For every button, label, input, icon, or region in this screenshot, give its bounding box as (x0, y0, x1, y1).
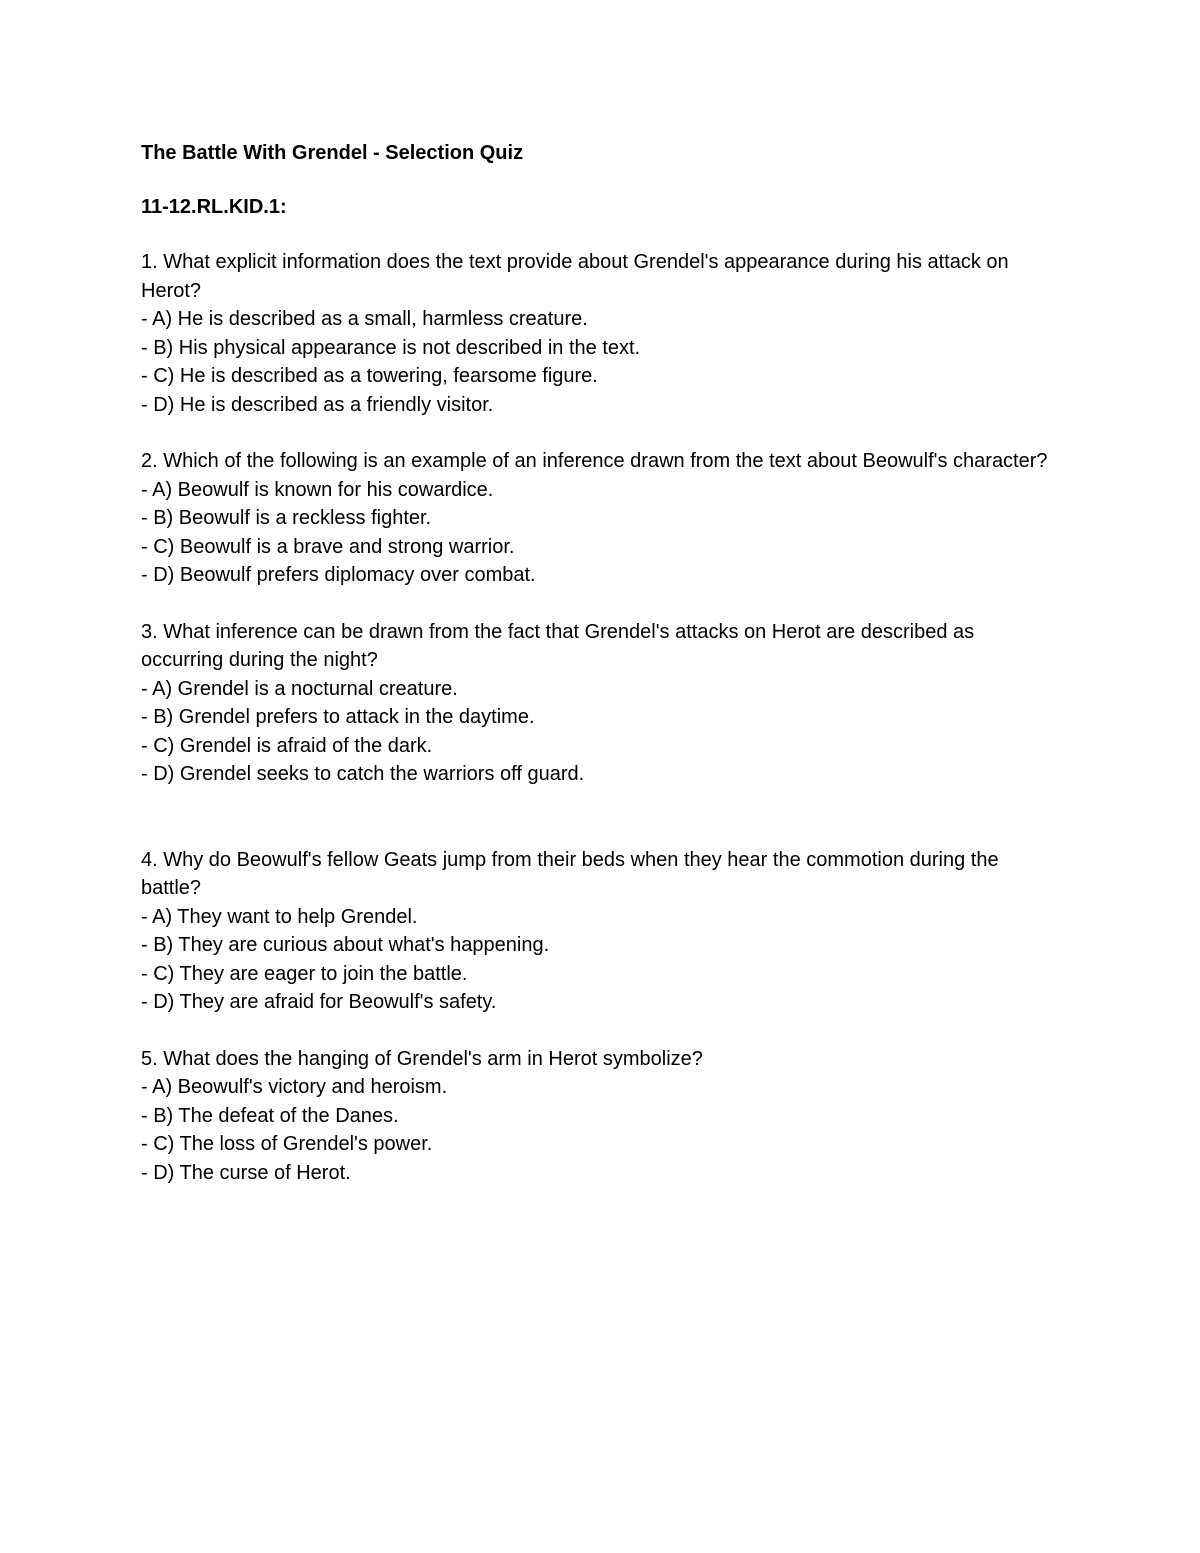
option-b: - B) Grendel prefers to attack in the daytime. (141, 706, 535, 728)
question-text: 5. What does the hanging of Grendel's arm in Herot symbolize? (141, 1047, 703, 1070)
question-1 (141, 248, 1061, 419)
option-a: - A) Grendel is a nocturnal creature. (141, 677, 458, 700)
question-5 (141, 1045, 1061, 1188)
question-3 (141, 618, 1061, 789)
option-d: - D) They are afraid for Beowulf's safety. (141, 991, 497, 1013)
option-b: - B) His physical appearance is not described in the text. (141, 336, 641, 359)
option-d: - D) He is described as a friendly visitor. (141, 393, 494, 416)
option-c: - C) He is described as a towering, fearsome figure. (141, 365, 598, 387)
document-body (141, 139, 1061, 1187)
option-a: - A) He is described as a small, harmless creature. (141, 308, 588, 330)
question-text: 4. Why do Beowulf's fellow Geats jump from their beds when they hear the commotion during the battle? (141, 848, 999, 899)
standard-code: 11-12.RL.KID.1: (141, 196, 287, 218)
question-text: 1. What explicit information does the text provide about Grendel's appearance during his attack on Herot? (141, 251, 1009, 302)
option-c: - C) They are eager to join the battle. (141, 962, 468, 985)
question-2 (141, 447, 1061, 590)
option-d: - D) Beowulf prefers diplomacy over combat. (141, 564, 536, 586)
document-title: The Battle With Grendel - Selection Quiz (141, 142, 524, 164)
option-a: - A) They want to help Grendel. (141, 905, 418, 928)
option-b: - B) Beowulf is a reckless fighter. (141, 507, 432, 529)
option-a: - A) Beowulf is known for his cowardice. (141, 478, 494, 501)
option-d: - D) Grendel seeks to catch the warriors off guard. (141, 763, 585, 785)
question-text: 3. What inference can be drawn from the fact that Grendel's attacks on Herot are described as occurring during the night? (141, 620, 975, 671)
option-d: - D) The curse of Herot. (141, 1161, 351, 1184)
option-b: - B) They are curious about what's happening. (141, 934, 550, 956)
option-a: - A) Beowulf's victory and heroism. (141, 1076, 448, 1098)
option-c: - C) The loss of Grendel's power. (141, 1133, 433, 1155)
option-c: - C) Beowulf is a brave and strong warrior. (141, 535, 515, 558)
option-b: - B) The defeat of the Danes. (141, 1104, 399, 1127)
option-c: - C) Grendel is afraid of the dark. (141, 734, 433, 757)
question-text: 2. Which of the following is an example of an inference drawn from the text about Beowulf's character? (141, 450, 1048, 472)
question-4 (141, 846, 1061, 1017)
